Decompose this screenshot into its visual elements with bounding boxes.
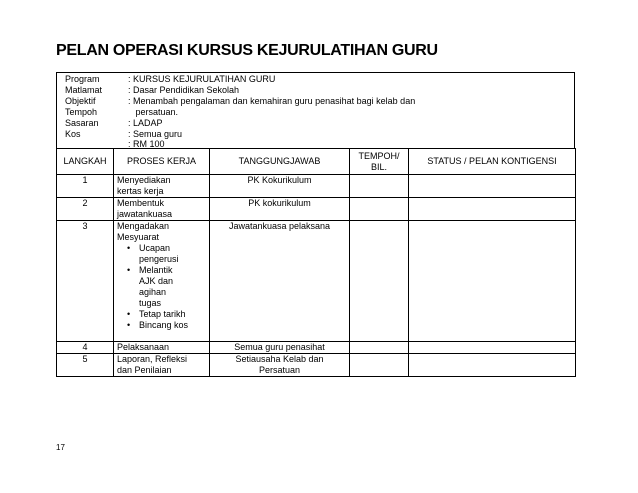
responsibility-cell: PK kokurikulum	[210, 198, 350, 221]
process-line: Membentuk	[117, 198, 165, 208]
info-value: : LADAP	[128, 118, 163, 128]
info-label: Kos	[65, 129, 81, 139]
process-line: jawatankuasa	[117, 209, 173, 219]
process-line: kertas kerja	[117, 186, 164, 196]
bullet-line: agihan	[139, 287, 167, 297]
responsibility-cell: PK Kokurikulum	[210, 175, 350, 198]
status-cell	[409, 175, 576, 198]
tempoh-cell	[350, 198, 409, 221]
info-label: Matlamat	[65, 85, 103, 95]
bullet-line: • Ucapan	[139, 243, 171, 253]
info-value: persatuan.	[128, 107, 179, 117]
status-cell	[409, 221, 576, 342]
agenda-list	[117, 243, 206, 331]
info-value: : KURSUS KEJURULATIHAN GURU	[128, 74, 276, 84]
responsibility-line: Persatuan	[258, 365, 301, 375]
info-label: Objektif	[65, 96, 96, 106]
table-row	[57, 175, 576, 198]
info-label: Tempoh	[65, 107, 98, 117]
list-item	[127, 265, 206, 309]
bullet-line: tugas	[139, 298, 162, 308]
step-number: 5	[57, 354, 114, 377]
process-line: dan Penilaian	[117, 365, 172, 375]
header-tempoh	[350, 149, 409, 175]
list-item	[127, 309, 206, 320]
process-cell	[114, 354, 210, 377]
list-item	[127, 320, 206, 331]
responsibility-cell: Jawatankuasa pelaksana	[210, 221, 350, 342]
info-box	[56, 72, 575, 149]
process-cell	[114, 198, 210, 221]
bullet-line: • Melantik	[139, 265, 173, 275]
responsibility-cell	[210, 354, 350, 377]
status-cell	[409, 354, 576, 377]
status-cell	[409, 198, 576, 221]
responsibility-line: Setiausaha Kelab dan	[235, 354, 324, 364]
info-value: : Dasar Pendidikan Sekolah	[128, 85, 240, 95]
page-number: 17	[56, 443, 65, 452]
bullet-line: AJK dan	[139, 276, 174, 286]
tempoh-cell	[350, 175, 409, 198]
bullet-line: pengerusi	[139, 254, 179, 264]
process-line: Laporan, Refleksi	[117, 354, 188, 364]
step-number: 3	[57, 221, 114, 342]
header-status: STATUS / PELAN KONTIGENSI	[409, 149, 576, 175]
tempoh-cell	[350, 354, 409, 377]
step-number: 2	[57, 198, 114, 221]
info-value: : Menambah pengalaman dan kemahiran guru penasihat bagi kelab dan	[128, 96, 416, 106]
process-cell	[114, 342, 210, 354]
table-row	[57, 354, 576, 377]
info-value: : RM 100	[128, 139, 165, 149]
header-proses: PROSES KERJA	[114, 149, 210, 175]
info-label: Sasaran	[65, 118, 99, 128]
tempoh-cell	[350, 342, 409, 354]
header-tempoh-line1: TEMPOH/	[358, 150, 400, 161]
status-cell	[409, 342, 576, 354]
info-label: Program	[65, 74, 100, 84]
bullet-line: • Tetap tarikh	[139, 309, 186, 319]
tempoh-cell	[350, 221, 409, 342]
table-header-row	[57, 149, 576, 175]
process-line: Mesyuarat	[117, 232, 160, 242]
header-tempoh-line2: BIL.	[370, 161, 387, 172]
bullet-line: • Bincang kos	[139, 320, 189, 330]
table-row	[57, 342, 576, 354]
page-title: PELAN OPERASI KURSUS KEJURULATIHAN GURU	[56, 42, 438, 59]
process-line: Pelaksanaan	[117, 342, 170, 352]
step-number: 1	[57, 175, 114, 198]
responsibility-cell: Semua guru penasihat	[210, 342, 350, 354]
header-langkah: LANGKAH	[57, 149, 114, 175]
process-cell	[114, 175, 210, 198]
list-item	[127, 243, 206, 265]
step-number: 4	[57, 342, 114, 354]
process-line: Mengadakan	[117, 221, 170, 231]
table-row	[57, 198, 576, 221]
process-cell	[114, 221, 210, 342]
process-line: Menyediakan	[117, 175, 171, 185]
info-value: : Semua guru	[128, 129, 183, 139]
header-tanggungjawab: TANGGUNGJAWAB	[210, 149, 350, 175]
operation-table	[56, 148, 576, 377]
table-row	[57, 221, 576, 342]
